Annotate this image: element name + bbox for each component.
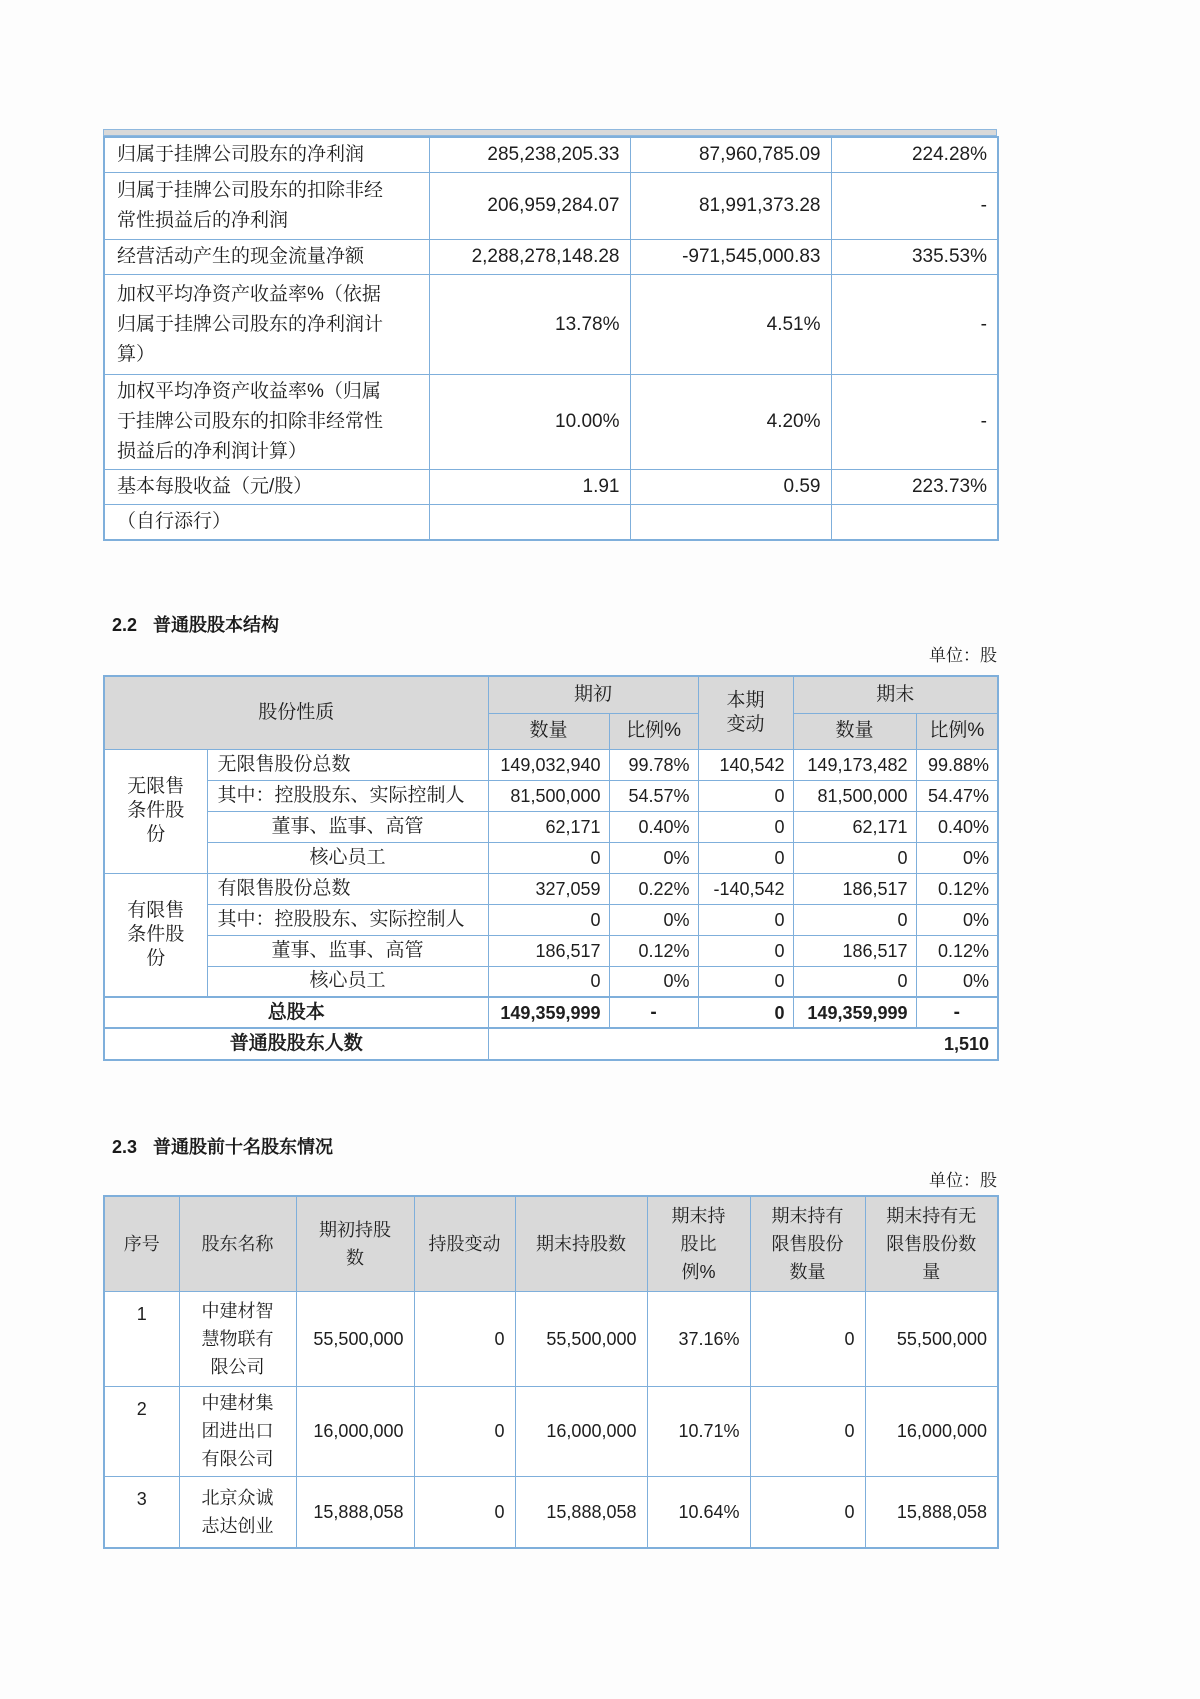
ending-qty: 81,500,000 [793, 780, 916, 811]
clipped-row-sliver [103, 129, 997, 136]
group-label: 有限售条件股份 [104, 873, 207, 997]
period-change: 0 [698, 935, 793, 966]
beginning-qty: 327,059 [488, 873, 609, 904]
prior-value [630, 505, 831, 541]
beginning-qty: 149,032,940 [488, 749, 609, 780]
section-title: 普通股前十名股东情况 [153, 1137, 334, 1157]
header-beginning-shares: 期初持股数 [296, 1196, 414, 1291]
total-label: 总股本 [104, 997, 488, 1028]
beginning-pct: - [609, 997, 698, 1028]
ending-qty: 149,173,482 [793, 749, 916, 780]
table-row [104, 749, 998, 780]
table-row [104, 375, 998, 470]
period-change: 0 [698, 811, 793, 842]
beginning-pct: 0% [609, 842, 698, 873]
header-qty: 数量 [793, 713, 916, 749]
header-ending-restricted: 期末持有限售股份数量 [750, 1196, 865, 1291]
ending-qty: 186,517 [793, 873, 916, 904]
current-value: 285,238,205.33 [429, 137, 630, 173]
prior-value: 87,960,785.09 [630, 137, 831, 173]
holders-count: 1,510 [488, 1028, 998, 1060]
ending-qty: 186,517 [793, 935, 916, 966]
period-change: -140,542 [698, 873, 793, 904]
section-heading-2-2 [112, 611, 279, 637]
ending-pct: 0% [916, 966, 998, 997]
ending-qty: 0 [793, 904, 916, 935]
shareholder-row [104, 1291, 998, 1386]
header-row [104, 676, 998, 713]
share-structure-table [103, 675, 999, 1061]
ending-qty: 0 [793, 966, 916, 997]
ending-shares: 15,888,058 [515, 1476, 647, 1548]
ending-unrestricted: 55,500,000 [865, 1291, 998, 1386]
period-change: 0 [698, 966, 793, 997]
table-row [104, 904, 998, 935]
beginning-qty: 149,359,999 [488, 997, 609, 1028]
section-heading-2-3 [112, 1133, 333, 1159]
section-number: 2.3 [112, 1137, 138, 1157]
row-label: （自行添行） [104, 505, 429, 541]
row-label: 其中：控股股东、实际控制人 [207, 904, 488, 935]
period-change: 0 [698, 997, 793, 1028]
ending-pct: 37.16% [647, 1291, 750, 1386]
ending-pct: 0% [916, 904, 998, 935]
ending-unrestricted: 16,000,000 [865, 1386, 998, 1476]
header-pct: 比例% [916, 713, 998, 749]
share-change: 0 [414, 1386, 515, 1476]
header-current-change: 本期变动 [698, 676, 793, 749]
beginning-qty: 0 [488, 842, 609, 873]
prior-value: 4.51% [630, 275, 831, 375]
header-share-nature: 股份性质 [104, 676, 488, 749]
period-change: 0 [698, 904, 793, 935]
ending-pct: 0.12% [916, 873, 998, 904]
ending-pct: 54.47% [916, 780, 998, 811]
ending-restricted: 0 [750, 1291, 865, 1386]
table-row [104, 780, 998, 811]
header-beginning: 期初 [488, 676, 698, 713]
period-change: 0 [698, 842, 793, 873]
beginning-shares: 16,000,000 [296, 1386, 414, 1476]
table-row [104, 842, 998, 873]
header-share-change: 持股变动 [414, 1196, 515, 1291]
current-value: 13.78% [429, 275, 630, 375]
table-row [104, 470, 998, 505]
header-ending-pct: 期末持股比例% [647, 1196, 750, 1291]
current-value: 206,959,284.07 [429, 173, 630, 240]
beginning-qty: 0 [488, 966, 609, 997]
ending-restricted: 0 [750, 1476, 865, 1548]
row-label: 核心员工 [207, 842, 488, 873]
share-change: 0 [414, 1476, 515, 1548]
rank: 1 [104, 1291, 179, 1386]
shareholder-row [104, 1476, 998, 1548]
change-value: - [831, 173, 998, 240]
row-label: 经营活动产生的现金流量净额 [104, 240, 429, 275]
shareholder-name: 中建材集团进出口有限公司 [179, 1386, 296, 1476]
ending-pct: 0.12% [916, 935, 998, 966]
table-row [104, 137, 998, 173]
table-row [104, 811, 998, 842]
beginning-qty: 0 [488, 904, 609, 935]
holders-row [104, 1028, 998, 1060]
row-label: 加权平均净资产收益率%（归属于挂牌公司股东的扣除非经常性损益后的净利润计算） [104, 375, 429, 470]
ending-pct: 10.71% [647, 1386, 750, 1476]
top-shareholders-table [103, 1195, 999, 1549]
unit-label: 单位：股 [929, 646, 997, 665]
current-value: 2,288,278,148.28 [429, 240, 630, 275]
ending-pct: 10.64% [647, 1476, 750, 1548]
header-shareholder-name: 股东名称 [179, 1196, 296, 1291]
ending-qty: 149,359,999 [793, 997, 916, 1028]
shareholder-name: 北京众诚志达创业 [179, 1476, 296, 1548]
row-label: 有限售股份总数 [207, 873, 488, 904]
current-value: 10.00% [429, 375, 630, 470]
ending-qty: 0 [793, 842, 916, 873]
change-value: - [831, 275, 998, 375]
change-value: 224.28% [831, 137, 998, 173]
ending-pct: - [916, 997, 998, 1028]
ending-unrestricted: 15,888,058 [865, 1476, 998, 1548]
row-label: 核心员工 [207, 966, 488, 997]
header-ending-shares: 期末持股数 [515, 1196, 647, 1291]
rank: 3 [104, 1476, 179, 1548]
header-ending-unrestricted: 期末持有无限售股份数量 [865, 1196, 998, 1291]
row-label: 其中：控股股东、实际控制人 [207, 780, 488, 811]
table-row [104, 240, 998, 275]
ending-shares: 55,500,000 [515, 1291, 647, 1386]
beginning-shares: 15,888,058 [296, 1476, 414, 1548]
table-row [104, 275, 998, 375]
row-label: 归属于挂牌公司股东的净利润 [104, 137, 429, 173]
table-row [104, 505, 998, 541]
beginning-pct: 0.40% [609, 811, 698, 842]
shareholder-name: 中建材智慧物联有限公司 [179, 1291, 296, 1386]
change-value: - [831, 375, 998, 470]
section-number: 2.2 [112, 615, 138, 635]
beginning-shares: 55,500,000 [296, 1291, 414, 1386]
beginning-pct: 0.22% [609, 873, 698, 904]
group-label: 无限售条件股份 [104, 749, 207, 873]
header-index: 序号 [104, 1196, 179, 1291]
table-row [104, 966, 998, 997]
header-ending: 期末 [793, 676, 998, 713]
ending-restricted: 0 [750, 1386, 865, 1476]
row-label: 加权平均净资产收益率%（依据归属于挂牌公司股东的净利润计算） [104, 275, 429, 375]
rank: 2 [104, 1386, 179, 1476]
row-label: 基本每股收益（元/股） [104, 470, 429, 505]
holders-label: 普通股股东人数 [104, 1028, 488, 1060]
ending-qty: 62,171 [793, 811, 916, 842]
beginning-qty: 81,500,000 [488, 780, 609, 811]
ending-pct: 99.88% [916, 749, 998, 780]
ending-pct: 0% [916, 842, 998, 873]
period-change: 140,542 [698, 749, 793, 780]
ending-pct: 0.40% [916, 811, 998, 842]
row-label: 无限售股份总数 [207, 749, 488, 780]
table-row [104, 873, 998, 904]
prior-value: -971,545,000.83 [630, 240, 831, 275]
share-change: 0 [414, 1291, 515, 1386]
key-financials-table [103, 136, 999, 541]
total-row [104, 997, 998, 1028]
beginning-pct: 54.57% [609, 780, 698, 811]
table-row [104, 173, 998, 240]
header-qty: 数量 [488, 713, 609, 749]
beginning-pct: 0.12% [609, 935, 698, 966]
shareholder-row [104, 1386, 998, 1476]
prior-value: 0.59 [630, 470, 831, 505]
row-label: 董事、监事、高管 [207, 811, 488, 842]
section-title: 普通股股本结构 [153, 615, 280, 635]
beginning-pct: 0% [609, 966, 698, 997]
beginning-qty: 186,517 [488, 935, 609, 966]
beginning-pct: 0% [609, 904, 698, 935]
header-row [104, 1196, 998, 1291]
period-change: 0 [698, 780, 793, 811]
current-value: 1.91 [429, 470, 630, 505]
change-value [831, 505, 998, 541]
beginning-qty: 62,171 [488, 811, 609, 842]
header-pct: 比例% [609, 713, 698, 749]
unit-label: 单位：股 [929, 1171, 997, 1190]
change-value: 223.73% [831, 470, 998, 505]
change-value: 335.53% [831, 240, 998, 275]
ending-shares: 16,000,000 [515, 1386, 647, 1476]
prior-value: 81,991,373.28 [630, 173, 831, 240]
table-row [104, 935, 998, 966]
row-label: 归属于挂牌公司股东的扣除非经常性损益后的净利润 [104, 173, 429, 240]
prior-value: 4.20% [630, 375, 831, 470]
beginning-pct: 99.78% [609, 749, 698, 780]
row-label: 董事、监事、高管 [207, 935, 488, 966]
current-value [429, 505, 630, 541]
